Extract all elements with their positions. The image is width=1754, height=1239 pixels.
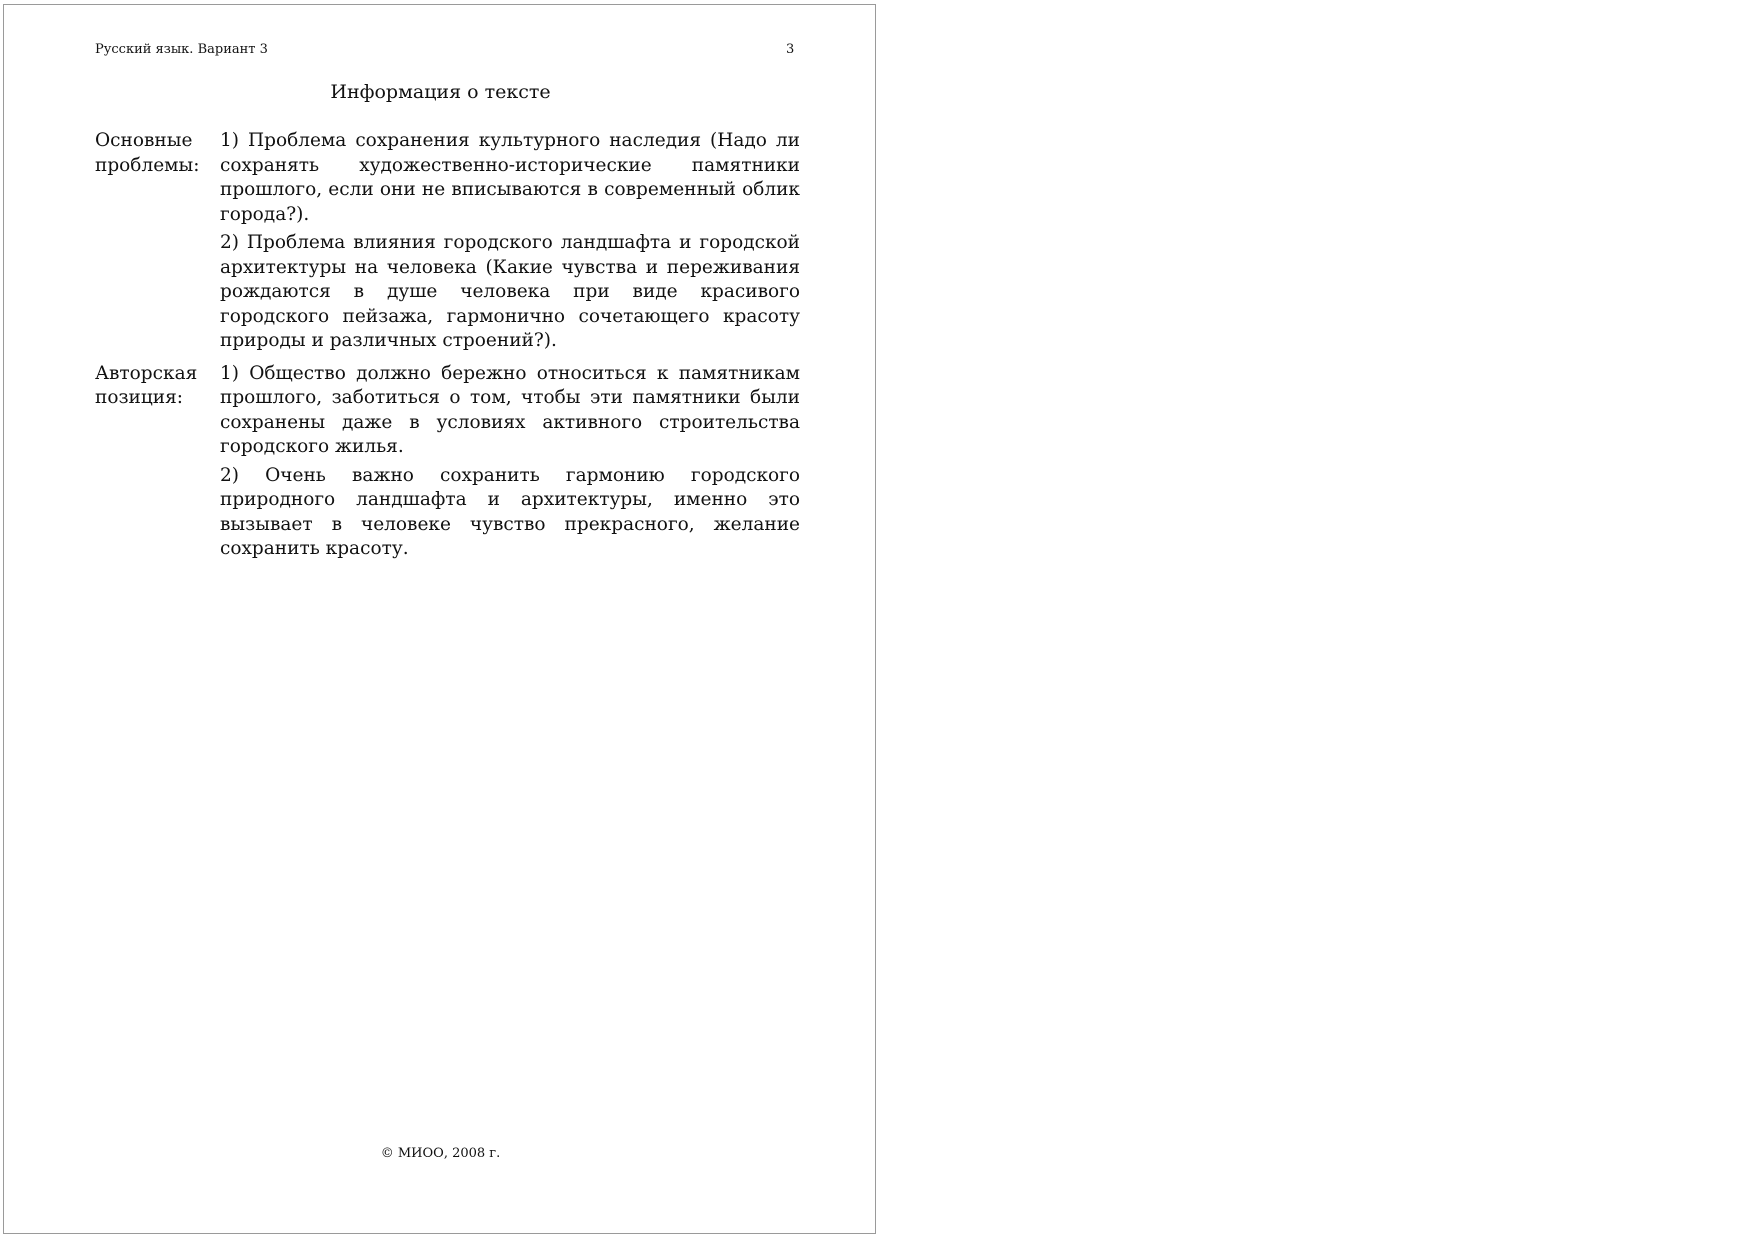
author-position-body — [220, 362, 800, 566]
label-line: проблемы: — [95, 154, 200, 176]
position-item: 2) Очень важно сохранить гармонию городского природного ландшафта и архитектуры, именно это вызывает в человеке чувство прекрасного, желание сохранить красоту. — [220, 464, 800, 559]
author-position-row — [95, 362, 800, 566]
author-position-label — [95, 362, 220, 566]
document-page — [3, 4, 876, 1234]
label-line: позиция: — [95, 387, 184, 408]
page-number: 3 — [786, 42, 795, 57]
main-problems-body — [220, 129, 800, 358]
problem-item: 1) Проблема сохранения культурного наследия (Надо ли сохранять художественно-исторические памятники прошлого, если они не вписываются в современный облик города?). — [220, 130, 800, 225]
text-info-table — [95, 129, 800, 570]
problem-item: 2) Проблема влияния городского ландшафта и городской архитектуры на человека (Какие чувства и переживания рождаются в душе человека при виде красивого городского пейзажа, гармонично сочетающего красоту природы и различных строений?). — [220, 232, 800, 351]
copyright-footer: © МИОО, 2008 г. — [380, 1146, 501, 1161]
position-item: 1) Общество должно бережно относиться к памятникам прошлого, заботиться о том, чтобы эти памятники были сохранены даже в условиях активного строительства городского жилья. — [220, 362, 800, 457]
main-problems-label — [95, 129, 220, 358]
running-header: Русский язык. Вариант 3 — [95, 42, 268, 57]
main-problems-row — [95, 129, 800, 358]
label-line: Основные — [95, 130, 193, 151]
label-line: Авторская — [95, 362, 198, 384]
section-title: Информация о тексте — [330, 81, 551, 103]
